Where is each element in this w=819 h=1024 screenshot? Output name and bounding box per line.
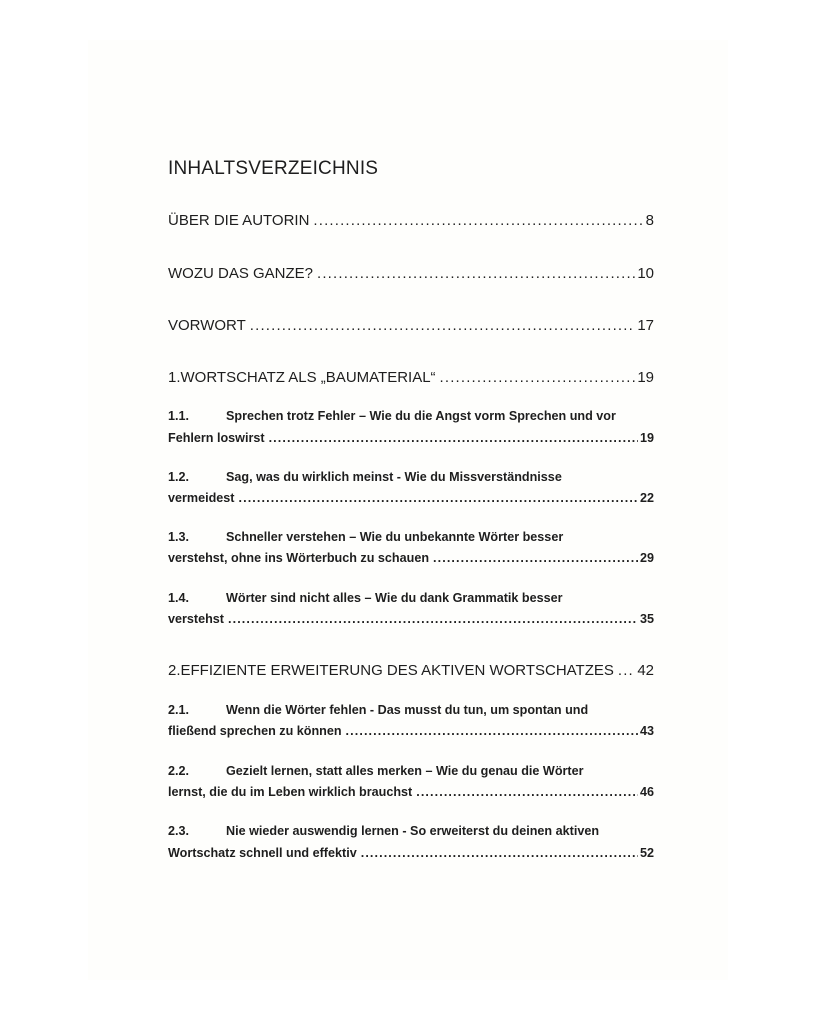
toc-subentry-title: Gezielt lernen, statt alles merken – Wie du genau die Wörter [226,764,584,778]
dot-leader [313,212,643,229]
toc-subentry-line1[interactable] [168,764,654,778]
dot-leader [361,846,638,860]
toc-entry-page: 10 [637,265,654,282]
toc-subentry-line1[interactable] [168,824,654,838]
dot-leader [317,265,635,282]
toc-entry-page: 8 [645,212,654,229]
toc-entry-page: 22 [639,491,654,505]
toc-subentry-number: 1.3. [168,530,190,544]
toc-entry-page: 42 [637,662,654,679]
document-page [88,40,728,980]
toc-subentry-number: 1.4. [168,591,190,605]
toc-entry-page: 46 [639,785,654,799]
toc-subentry-title: Sprechen trotz Fehler – Wie du die Angst vorm Sprechen und vor [226,409,616,423]
toc-subentry-line2[interactable] [168,785,654,799]
toc-subentry-line2[interactable] [168,491,654,505]
toc-entry-page: 19 [637,369,654,386]
dot-leader [618,662,635,679]
toc-chapter-number: 2. [168,662,181,679]
toc-subentry-line1[interactable] [168,409,654,423]
toc-subentry-number: 1.1. [168,409,190,423]
toc-subentry-line1[interactable] [168,703,654,717]
toc-entry[interactable] [168,212,654,229]
toc-entry-page: 19 [639,431,654,445]
toc-subentry-title-cont: Wortschatz schnell und effektiv [168,846,357,860]
toc-chapter-number: 1. [168,369,181,386]
toc-entry-title: WOZU DAS GANZE? [168,265,314,282]
toc-subentry-number: 1.2. [168,470,190,484]
toc-subentry-title: Schneller verstehen – Wie du unbekannte Wörter besser [226,530,564,544]
toc-subentry-title-cont: vermeidest [168,491,235,505]
toc-subentry-line2[interactable] [168,431,654,445]
toc-entry-page: 43 [639,724,654,738]
toc-entry[interactable] [168,265,654,282]
toc-subentry-title: Wörter sind nicht alles – Wie du dank Grammatik besser [226,591,563,605]
toc-subentry-line1[interactable] [168,591,654,605]
toc-subentry-line2[interactable] [168,724,654,738]
toc-entry-title: ÜBER DIE AUTORIN [168,212,310,229]
toc-subentry-line2[interactable] [168,846,654,860]
dot-leader [416,785,638,799]
toc-subentry-line2[interactable] [168,551,654,565]
toc-entry-page: 17 [637,317,654,334]
dot-leader [433,551,638,565]
toc-entry-page: 29 [639,551,654,565]
toc-entry[interactable] [168,317,654,334]
toc-entry-title: VORWORT [168,317,246,334]
toc-subentry-title: Nie wieder auswendig lernen - So erweiterst du deinen aktiven [226,824,600,838]
toc-subentry-line1[interactable] [168,470,654,484]
toc-subentry-line2[interactable] [168,612,654,626]
toc-chapter[interactable] [168,662,654,679]
toc-subentry-title-cont: lernst, die du im Leben wirklich brauchst [168,785,413,799]
dot-leader [269,431,638,445]
dot-leader [228,612,638,626]
dot-leader [250,317,636,334]
toc-entry-page: 35 [639,612,654,626]
toc-heading: INHALTSVERZEICHNIS [168,158,379,179]
toc-subentry-title-cont: verstehst [168,612,225,626]
toc-subentry-line1[interactable] [168,530,654,544]
toc-subentry-number: 2.2. [168,764,190,778]
toc-subentry-title-cont: Fehlern loswirst [168,431,265,445]
dot-leader [440,369,636,386]
toc-chapter[interactable] [168,369,654,386]
toc-subentry-number: 2.1. [168,703,190,717]
toc-subentry-title-cont: verstehst, ohne ins Wörterbuch zu schauen [168,551,430,565]
toc-chapter-title: WORTSCHATZ ALS „BAUMATERIAL“ [180,369,436,386]
toc-subentry-title-cont: fließend sprechen zu können [168,724,342,738]
toc-entry-page: 52 [639,846,654,860]
toc-subentry-number: 2.3. [168,824,190,838]
toc-subentry-title: Sag, was du wirklich meinst - Wie du Missverständnisse [226,470,562,484]
toc-chapter-title: EFFIZIENTE ERWEITERUNG DES AKTIVEN WORTSCHATZES [180,662,614,679]
dot-leader [346,724,638,738]
dot-leader [239,491,638,505]
toc-subentry-title: Wenn die Wörter fehlen - Das musst du tun, um spontan und [226,703,589,717]
